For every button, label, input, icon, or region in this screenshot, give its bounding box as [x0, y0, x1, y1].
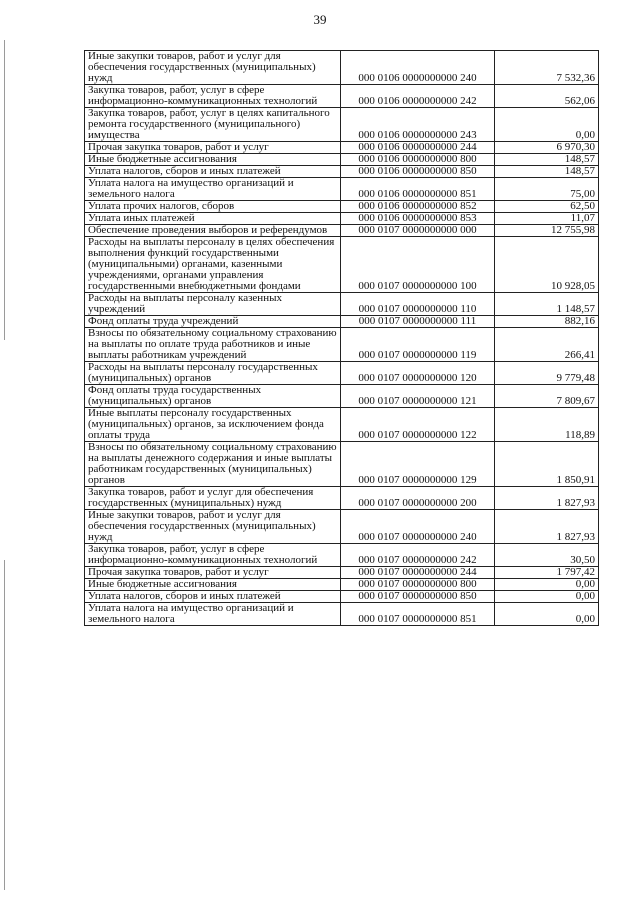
row-amount-cell: 11,07 [495, 213, 599, 225]
table-row [85, 108, 599, 142]
row-code-cell: 000 0106 0000000000 242 [341, 85, 495, 108]
table-row [85, 408, 599, 442]
row-amount-cell: 1 827,93 [495, 510, 599, 544]
row-name-cell: Иные бюджетные ассигнования [85, 154, 341, 166]
table-row [85, 51, 599, 85]
row-code-cell: 000 0107 0000000000 200 [341, 487, 495, 510]
row-amount-cell: 0,00 [495, 579, 599, 591]
row-code-cell: 000 0107 0000000000 122 [341, 408, 495, 442]
row-code-cell: 000 0107 0000000000 240 [341, 510, 495, 544]
table-row [85, 579, 599, 591]
row-code-cell: 000 0107 0000000000 120 [341, 362, 495, 385]
row-amount-cell: 0,00 [495, 108, 599, 142]
row-amount-cell: 0,00 [495, 591, 599, 603]
row-amount-cell: 562,06 [495, 85, 599, 108]
row-amount-cell: 148,57 [495, 154, 599, 166]
row-name-cell: Расходы на выплаты персоналу государственных (муниципальных) органов [85, 362, 341, 385]
row-amount-cell: 266,41 [495, 328, 599, 362]
row-name-cell: Прочая закупка товаров, работ и услуг [85, 567, 341, 579]
row-code-cell: 000 0107 0000000000 110 [341, 293, 495, 316]
table-row [85, 154, 599, 166]
row-amount-cell: 9 779,48 [495, 362, 599, 385]
row-code-cell: 000 0107 0000000000 850 [341, 591, 495, 603]
row-name-cell: Закупка товаров, работ, услуг в целях капитального ремонта государственного (муниципального) имущества [85, 108, 341, 142]
table-row [85, 442, 599, 487]
row-amount-cell: 6 970,30 [495, 142, 599, 154]
table-row [85, 237, 599, 293]
row-amount-cell: 12 755,98 [495, 225, 599, 237]
table-row [85, 85, 599, 108]
row-amount-cell: 7 532,36 [495, 51, 599, 85]
row-code-cell: 000 0106 0000000000 853 [341, 213, 495, 225]
table-row [85, 567, 599, 579]
row-amount-cell: 10 928,05 [495, 237, 599, 293]
table-row [85, 510, 599, 544]
row-code-cell: 000 0107 0000000000 851 [341, 603, 495, 626]
row-name-cell: Фонд оплаты труда государственных (муниципальных) органов [85, 385, 341, 408]
row-code-cell: 000 0106 0000000000 244 [341, 142, 495, 154]
table-row [85, 166, 599, 178]
table-row [85, 591, 599, 603]
scan-edge-mark [4, 560, 5, 890]
row-code-cell: 000 0106 0000000000 851 [341, 178, 495, 201]
row-name-cell: Уплата налога на имущество организаций и земельного налога [85, 178, 341, 201]
row-code-cell: 000 0106 0000000000 240 [341, 51, 495, 85]
row-code-cell: 000 0107 0000000000 000 [341, 225, 495, 237]
row-name-cell: Взносы по обязательному социальному страхованию на выплаты по оплате труда работников и иные выплаты работникам учреждений [85, 328, 341, 362]
page-number: 39 [313, 12, 327, 27]
row-name-cell: Уплата налогов, сборов и иных платежей [85, 166, 341, 178]
table-row [85, 385, 599, 408]
row-name-cell: Уплата налогов, сборов и иных платежей [85, 591, 341, 603]
table-row [85, 544, 599, 567]
row-amount-cell: 30,50 [495, 544, 599, 567]
row-code-cell: 000 0107 0000000000 800 [341, 579, 495, 591]
row-code-cell: 000 0106 0000000000 800 [341, 154, 495, 166]
table-row [85, 487, 599, 510]
row-name-cell: Уплата иных платежей [85, 213, 341, 225]
row-name-cell: Иные закупки товаров, работ и услуг для обеспечения государственных (муниципальных) нужд [85, 51, 341, 85]
row-name-cell: Иные бюджетные ассигнования [85, 579, 341, 591]
row-code-cell: 000 0106 0000000000 243 [341, 108, 495, 142]
row-name-cell: Закупка товаров, работ, услуг в сфере информационно-коммуникационных технологий [85, 544, 341, 567]
row-name-cell: Прочая закупка товаров, работ и услуг [85, 142, 341, 154]
row-name-cell: Закупка товаров, работ и услуг для обеспечения государственных (муниципальных) нужд [85, 487, 341, 510]
row-amount-cell: 7 809,67 [495, 385, 599, 408]
row-amount-cell: 62,50 [495, 201, 599, 213]
row-amount-cell: 0,00 [495, 603, 599, 626]
row-amount-cell: 882,16 [495, 316, 599, 328]
table-row [85, 178, 599, 201]
table-body [85, 51, 599, 626]
row-amount-cell: 1 148,57 [495, 293, 599, 316]
row-code-cell: 000 0107 0000000000 121 [341, 385, 495, 408]
row-code-cell: 000 0107 0000000000 100 [341, 237, 495, 293]
table-row [85, 225, 599, 237]
row-name-cell: Обеспечение проведения выборов и референдумов [85, 225, 341, 237]
row-code-cell: 000 0107 0000000000 242 [341, 544, 495, 567]
row-name-cell: Расходы на выплаты персоналу в целях обеспечения выполнения функций государственными (муниципальными) органами, казенными учреждениями, органами управления государственными внебюджетными фондами [85, 237, 341, 293]
row-name-cell: Взносы по обязательному социальному страхованию на выплаты денежного содержания и иные выплаты работникам государственных (муниципальных) органов [85, 442, 341, 487]
table-row [85, 328, 599, 362]
scan-edge-mark [4, 40, 5, 340]
row-name-cell: Уплата налога на имущество организаций и земельного налога [85, 603, 341, 626]
row-name-cell: Расходы на выплаты персоналу казенных учреждений [85, 293, 341, 316]
table-row [85, 201, 599, 213]
table-row [85, 293, 599, 316]
row-amount-cell: 118,89 [495, 408, 599, 442]
row-name-cell: Иные закупки товаров, работ и услуг для обеспечения государственных (муниципальных) нужд [85, 510, 341, 544]
table-row [85, 603, 599, 626]
row-name-cell: Уплата прочих налогов, сборов [85, 201, 341, 213]
row-code-cell: 000 0107 0000000000 119 [341, 328, 495, 362]
row-code-cell: 000 0107 0000000000 111 [341, 316, 495, 328]
table-row [85, 142, 599, 154]
row-name-cell: Фонд оплаты труда учреждений [85, 316, 341, 328]
row-amount-cell: 1 827,93 [495, 487, 599, 510]
table-row [85, 362, 599, 385]
row-name-cell: Иные выплаты персоналу государственных (муниципальных) органов, за исключением фонда оплаты труда [85, 408, 341, 442]
row-amount-cell: 1 797,42 [495, 567, 599, 579]
row-code-cell: 000 0106 0000000000 852 [341, 201, 495, 213]
row-amount-cell: 1 850,91 [495, 442, 599, 487]
budget-table [84, 50, 599, 626]
row-code-cell: 000 0106 0000000000 850 [341, 166, 495, 178]
row-amount-cell: 75,00 [495, 178, 599, 201]
row-code-cell: 000 0107 0000000000 244 [341, 567, 495, 579]
row-code-cell: 000 0107 0000000000 129 [341, 442, 495, 487]
row-name-cell: Закупка товаров, работ, услуг в сфере информационно-коммуникационных технологий [85, 85, 341, 108]
row-amount-cell: 148,57 [495, 166, 599, 178]
table-row [85, 213, 599, 225]
table-row [85, 316, 599, 328]
